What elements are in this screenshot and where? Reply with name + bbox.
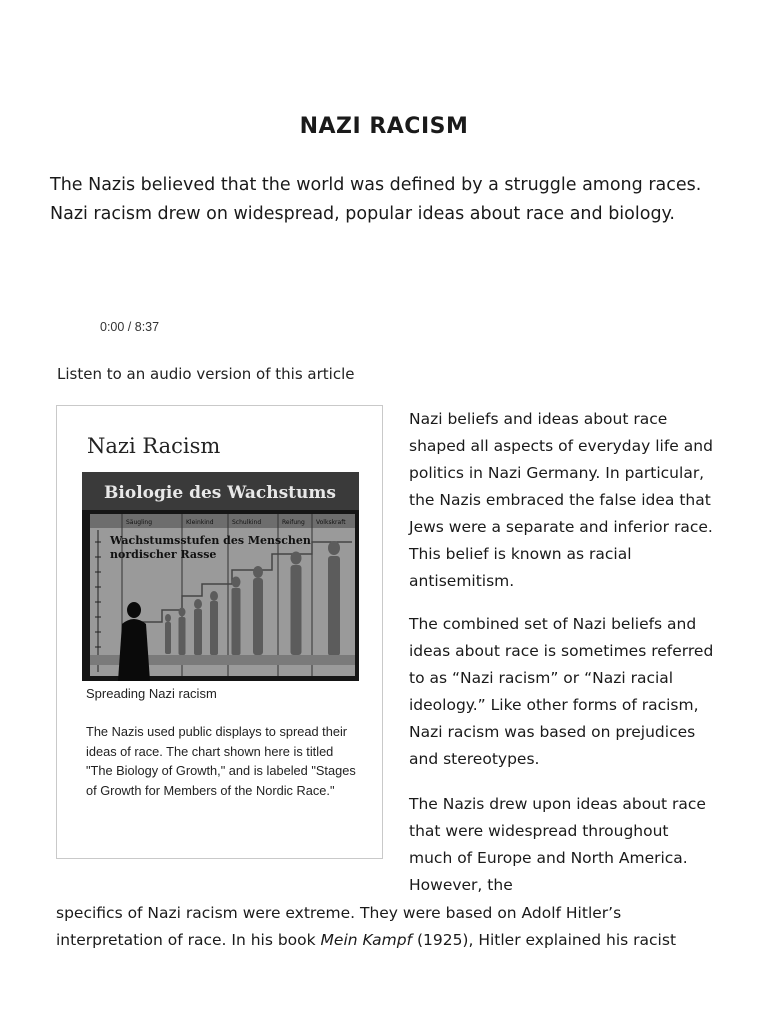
body-paragraph-3: The Nazis drew upon ideas about race that were widespread throughout much of Europe and North America. However, the bbox=[409, 795, 706, 894]
stage-label-4: Reifung bbox=[282, 519, 305, 526]
page-title: NAZI RACISM bbox=[299, 114, 469, 139]
body-line-2 bbox=[56, 927, 726, 954]
intro-paragraph: The Nazis believed that the world was defined by a struggle among races. Nazi racism drew on widespread, popular ideas about race and biology. bbox=[50, 175, 702, 224]
stage-label-1: Säugling bbox=[126, 519, 153, 526]
stage-label-5: Volkskraft bbox=[316, 519, 346, 526]
growth-chart-photo[interactable] bbox=[82, 472, 359, 681]
body-line-2-end: (1925), Hitler explained his racist bbox=[412, 931, 677, 949]
audio-player-time[interactable]: 0:00 / 8:37 bbox=[100, 320, 160, 334]
book-title[interactable]: Mein Kampf bbox=[320, 931, 413, 949]
stage-label-2: Kleinkind bbox=[186, 519, 214, 526]
body-line-1: specifics of Nazi racism were extreme. They were based on Adolf Hitler’s bbox=[56, 904, 622, 922]
chart-subtitle-1: Wachstumsstufen des Menschen bbox=[110, 534, 311, 547]
banner-text: Biologie des Wachstums bbox=[104, 483, 336, 503]
chart-subtitle-2: nordischer Rasse bbox=[110, 548, 217, 561]
caption-heading: Spreading Nazi racism bbox=[86, 686, 217, 701]
figure-title: Nazi Racism bbox=[87, 434, 221, 458]
caption-text: The Nazis used public displays to spread their ideas of race. The chart shown here is titled "The Biology of Growth," and is labeled "Stages of Growth for Members of the Nordic Race." bbox=[86, 724, 356, 798]
stage-label-3: Schulkind bbox=[232, 519, 262, 526]
audio-label: Listen to an audio version of this article bbox=[57, 365, 355, 383]
body-paragraph-2: The combined set of Nazi beliefs and ideas about race is sometimes referred to as “Nazi racism” or “Nazi racial ideology.” Like other forms of racism, Nazi racism was based on prejudices and stereotypes. bbox=[409, 615, 714, 768]
body-paragraph-1: Nazi beliefs and ideas about race shaped all aspects of everyday life and politics in Nazi Germany. In particular, the Nazis embraced the false idea that Jews were a separate and inferior race. This belief is known as racial antisemitism. bbox=[409, 410, 713, 590]
figure-card bbox=[56, 405, 383, 859]
body-line-2-start: interpretation of race. In his book bbox=[56, 931, 321, 949]
